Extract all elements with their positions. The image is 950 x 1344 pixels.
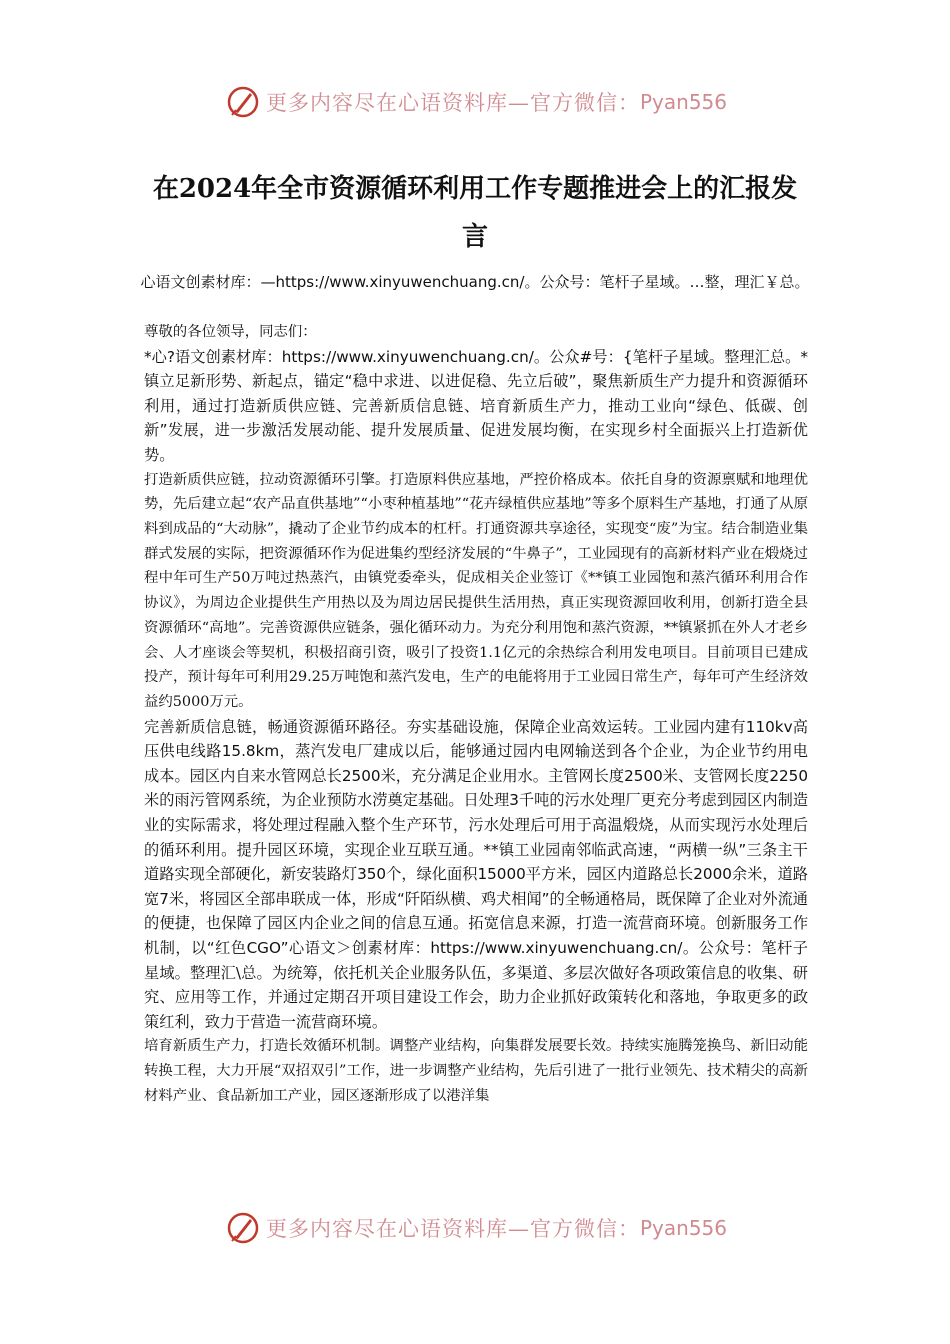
footer-watermark-banner: [226, 1208, 726, 1248]
information-chain-paragraph: 完善新质信息链，畅通资源循环路径。夯实基础设施，保障企业高效运转。工业园内建有110kv高压供电线路15.8km，蒸汽发电厂建成以后，能够通过园内电网输送到各个企业，为企业节约用电成本。园区内自来水管网总长2500米，充分满足企业用水。主管网长度2500米、支管网长度2250米的雨污管网系统，为企业预防水涝奠定基础。日处理3千吨的污水处理厂更充分考虑到园区内制造业的实际需求，将处理过程融入整个生产环节，污水处理后可用于高温煅烧，从而实现污水处理后的循环利用。提升园区环境，实现企业互联互通。**镇工业园南邻临武高速，“两横一纵”三条主干道路实现全部硬化，新安装路灯350个，绿化面积15000平方米，园区内道路总长2000余米，道路宽7米，将园区全部串联成一体，形成“阡陌纵横、鸡犬相闻”的全畅通格局，既保障了企业对外流通的便捷，也保障了园区内企业之间的信息互通。拓宽信息来源，打造一流营商环境。创新服务工作机制，以“红色CGO”心语文＞创素材库：https://www.xinyuwenchuang.cn/。公众号：笔杆子星域。整理汇\总。为统筹，依托机关企业服务队伍，多渠道、多层次做好各项政策信息的收集、研究、应用等工作，并通过定期召开项目建设工作会，助力企业抓好政策转化和落地，争取更多的政策红利，致力于营造一流营商环境。: [144, 717, 808, 1031]
salutation: 尊敬的各位领导，同志们：: [144, 324, 317, 340]
supply-chain-paragraph: 打造新质供应链，拉动资源循环引擎。打造原料供应基地，严控价格成本。依托自身的资源禀赋和地理优势，先后建立起“农产品直供基地”“小枣种植基地”“花卉绿植供应基地”等多个原料生产基地，打通了从原料到成品的“大动脉”，撬动了企业节约成本的杠杆。打通资源共享途径，实现变“废”为宝。结合制造业集群式发展的实际，把资源循环作为促进集约型经济发展的“牛鼻子”，工业园现有的高新材料产业在煅烧过程中年可生产50万吨过热蒸汽，由镇党委牵头，促成相关企业签订《**镇工业园饱和蒸汽循环利用合作协议》，为周边企业提供生产用热以及为周边居民提供生活用热，真正实现资源回收利用，创新打造全县资源循环“高地”。完善资源供应链条，强化循环动力。为充分利用饱和蒸汽资源，**镇紧抓在外人才老乡会、人才座谈会等契机，积极招商引资，吸引了投资1.1亿元的余热综合利用发电项目。目前项目已建成投产，预计每年可利用29.25万吨饱和蒸汽发电，生产的电能将用于工业园日常生产，每年可产生经济效益约5000万元。: [144, 471, 808, 710]
watermark-wechat-id: Pyan556: [640, 1216, 728, 1240]
watermark-wechat-id: Pyan556: [640, 90, 728, 114]
document-title: 在2024年全市资源循环利用工作专题推进会上的汇报发言: [152, 174, 798, 253]
intro-paragraph: *心?语文创素材库：https://www.xinyuwenchuang.cn/。公众#号：{笔杆子星域。整理汇总。*镇立足新形势、新起点，锚定“稳中求进、以进促稳、先立后破”，聚焦新质生产力提升和资源循环利用，通过打造新质供应链、完善新质信息链、培育新质生产力，推动工业向“绿色、低碳、创新”发展，进一步激活发展动能、提升发展质量、促进发展均衡，在实现乡村全面振兴上打造新优势。: [144, 347, 808, 465]
source-line: 心语文创素材库：—https://www.xinyuwenchuang.cn/。公众号：笔杆子星域。…整，理汇￥总。: [140, 273, 810, 291]
document-body: [144, 320, 808, 1109]
header-watermark-banner: [226, 82, 726, 122]
watermark-text: 更多内容尽在心语资料库—官方微信：: [266, 1217, 640, 1241]
quill-logo-icon: [226, 85, 260, 119]
productivity-paragraph: 培育新质生产力，打造长效循环机制。调整产业结构，向集群发展要长效。持续实施腾笼换鸟、新旧动能转换工程，大力开展“双招双引”工作，进一步调整产业结构，先后引进了一批行业领先、技术精尖的高新材料产业、食品新加工产业，园区逐渐形成了以港洋集: [144, 1038, 808, 1104]
quill-logo-icon: [226, 1211, 260, 1245]
watermark-text: 更多内容尽在心语资料库—官方微信：: [266, 91, 640, 115]
